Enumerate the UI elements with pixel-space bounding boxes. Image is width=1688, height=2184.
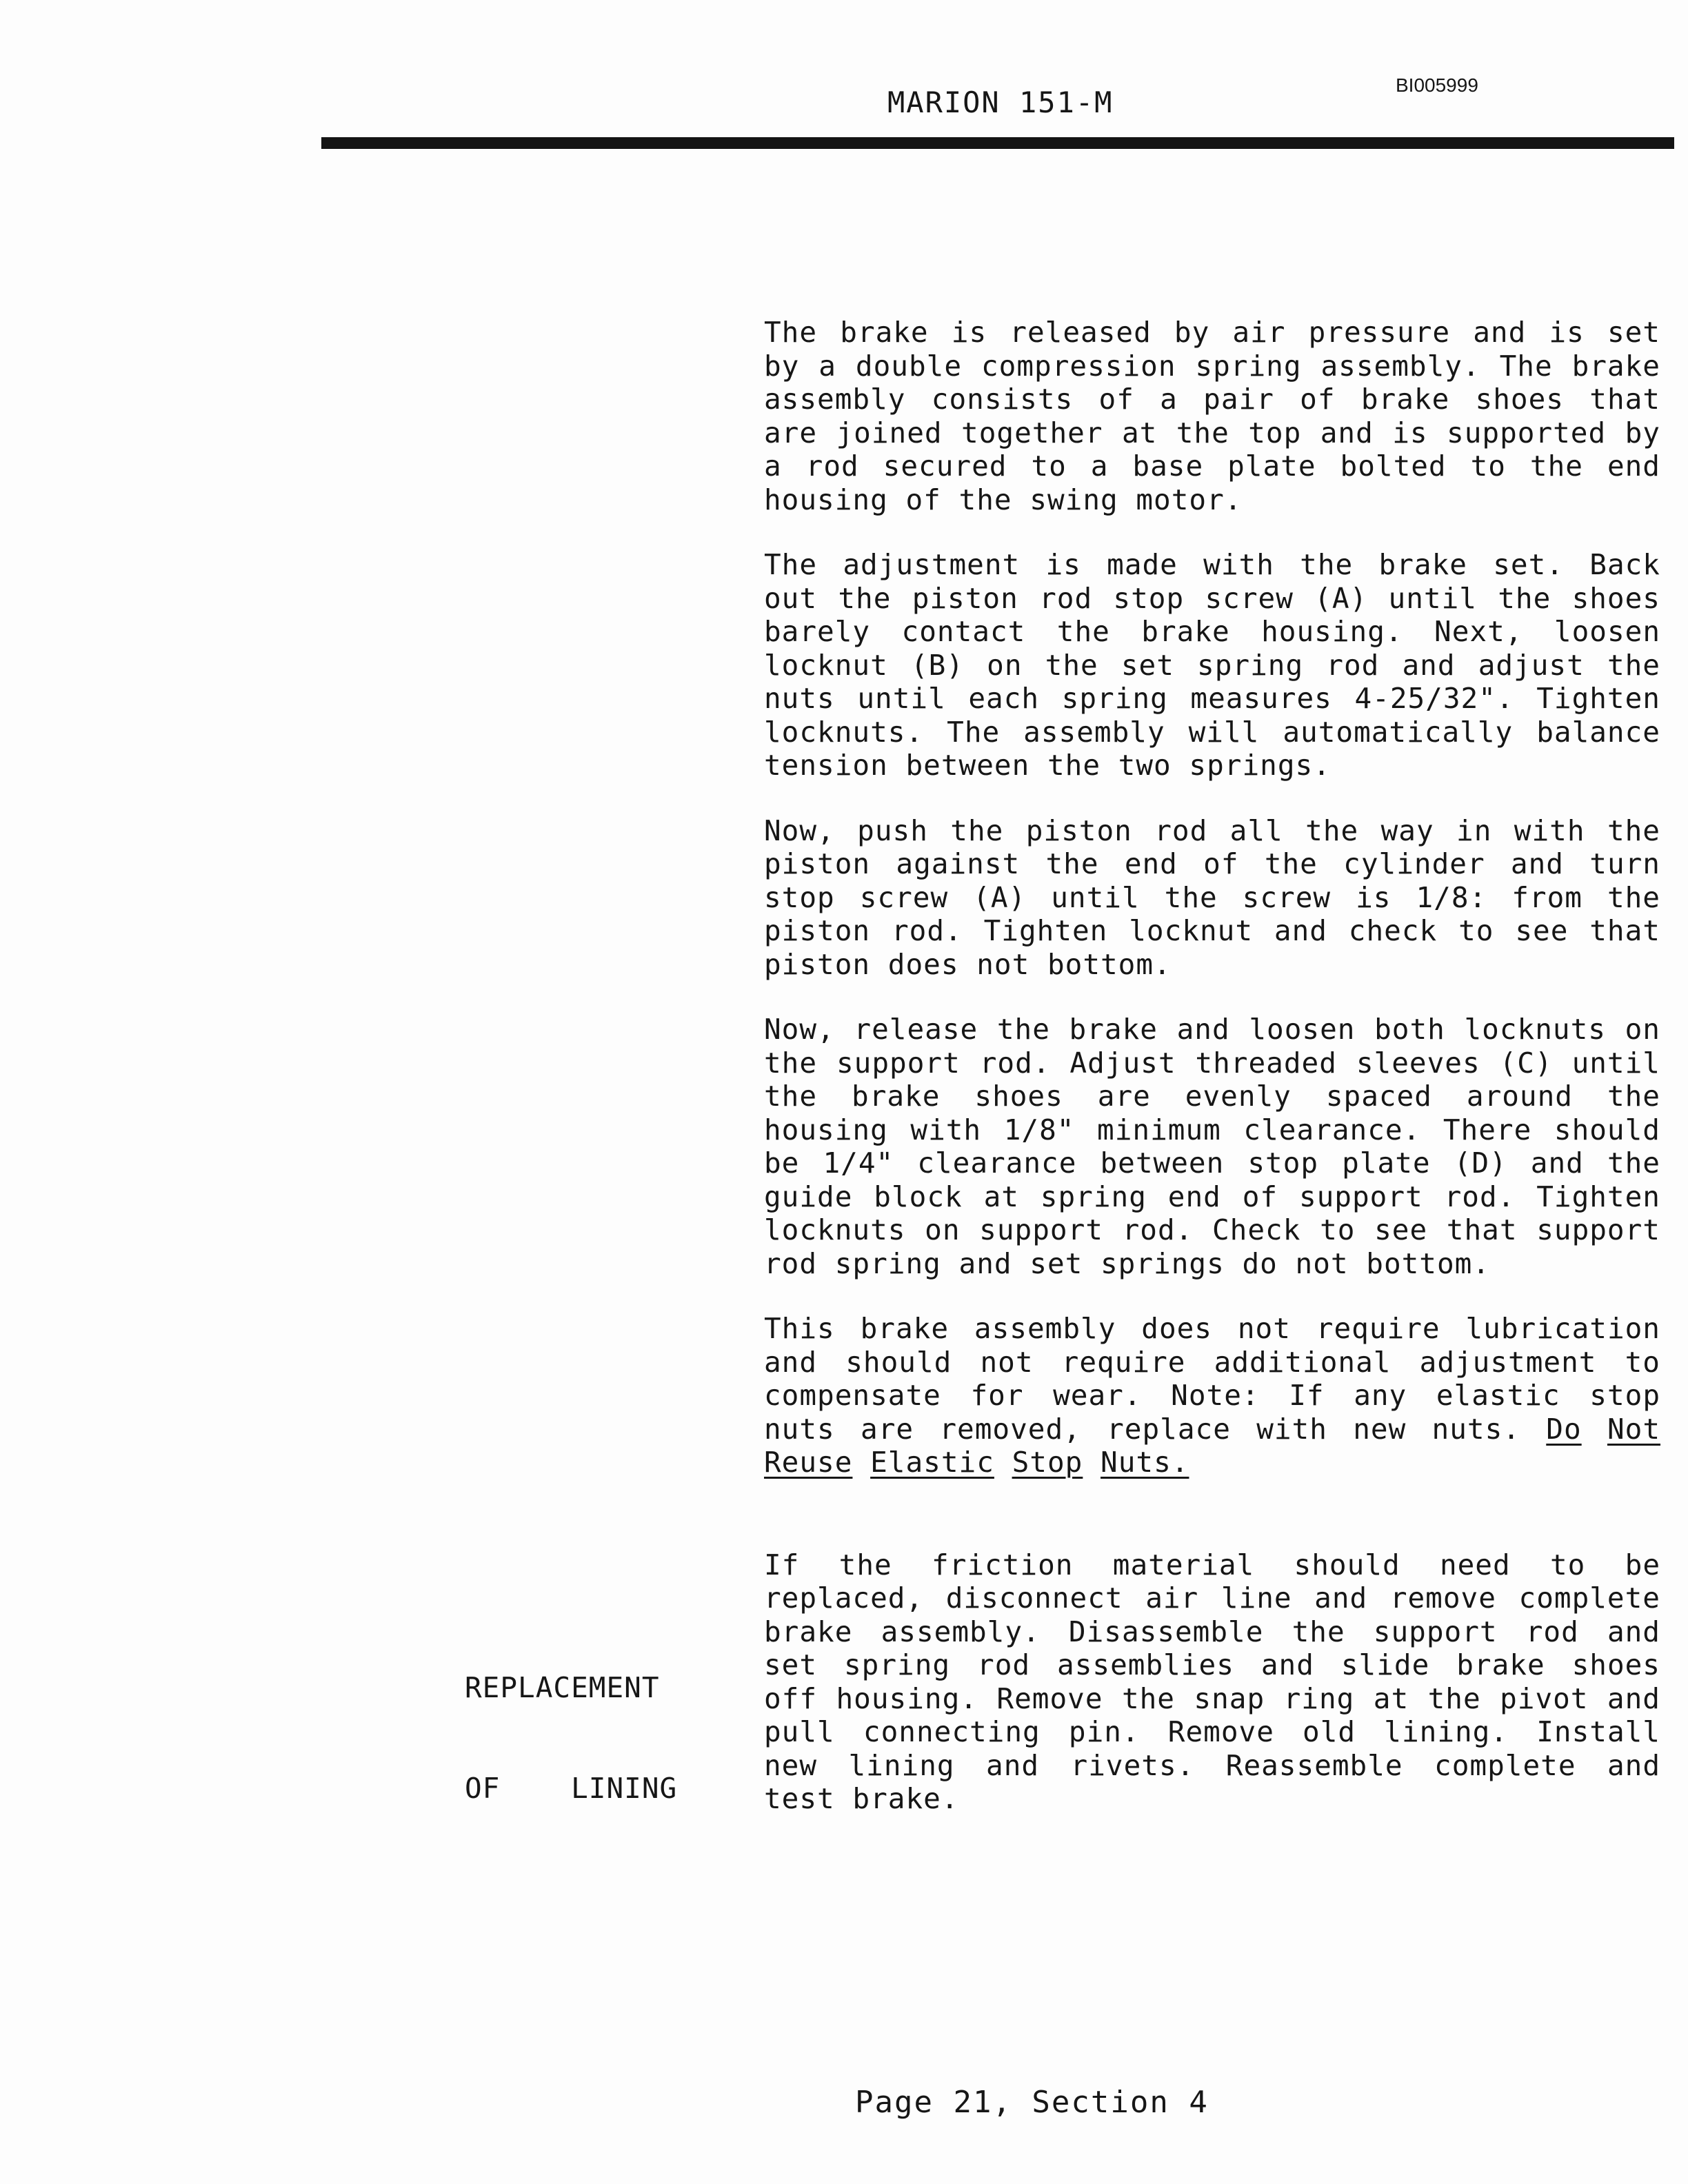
maintenance-note-text: This brake assembly does not require lubrication and should not require additional adjustment to compensate for wear. Note: If any elastic stop nuts are removed, replace with new nuts. — [764, 1312, 1660, 1446]
paragraph-support-rod: Now, release the brake and loosen both locknuts on the support rod. Adjust threaded sleeves (C) until the brake shoes are evenly spaced around the housing with 1/8" minimum clearance. There should be 1/4" clearance between stop plate (D) and the guide block at spring end of support rod. Tighten locknuts on support rod. Check to see that support rod spring and set springs do not bottom. — [764, 1013, 1660, 1280]
page-header-title: MARION 151-M — [887, 85, 1114, 119]
warning-word: Do — [1546, 1412, 1582, 1446]
header-rule — [321, 137, 1674, 149]
paragraph-replacement-of-lining: If the friction material should need to be replaced, disconnect air line and remove complete brake assembly. Disassemble the support rod and set spring rod assemblies and slide brake shoes off housing. Remove the snap ring at the pivot and pull connecting pin. Remove old lining. Install new lining and rivets. Reassemble complete and test brake. — [764, 1548, 1660, 1815]
document-id: BI005999 — [1396, 74, 1478, 96]
warning-word: Nuts. — [1101, 1446, 1189, 1479]
body-text-column — [764, 316, 1660, 1848]
page-footer: Page 21, Section 4 — [855, 2085, 1209, 2120]
warning-word: Elastic — [870, 1446, 994, 1479]
warning-word: Reuse — [764, 1446, 853, 1479]
paragraph-piston-rod: Now, push the piston rod all the way in with the piston against the end of the cylinder and turn stop screw (A) until the screw is 1/8: from the piston rod. Tighten locknut and check to see that piston does not bottom. — [764, 813, 1660, 981]
warning-word: Not — [1607, 1412, 1661, 1446]
warning-word: Stop — [1012, 1446, 1083, 1479]
side-heading-line: OF LINING — [465, 1771, 678, 1805]
paragraph-maintenance-note — [764, 1312, 1660, 1479]
paragraph-adjustment: The adjustment is made with the brake set. Back out the piston rod stop screw (A) until the shoes barely contact the brake housing. Next, loosen locknut (B) on the set spring rod and adjust the nuts until each spring measures 4-25/32". Tighten locknuts. The assembly will automatically balance tension between the two springs. — [764, 548, 1660, 782]
side-heading-line: REPLACEMENT — [465, 1671, 660, 1704]
side-heading-replacement-of-lining — [465, 1604, 692, 1839]
paragraph-brake-description: The brake is released by air pressure and is set by a double compression spring assembly. The brake assembly consists of a pair of brake shoes that are joined together at the top and is supported by a rod secured to a base plate bolted to the end housing of the swing motor. — [764, 316, 1660, 516]
